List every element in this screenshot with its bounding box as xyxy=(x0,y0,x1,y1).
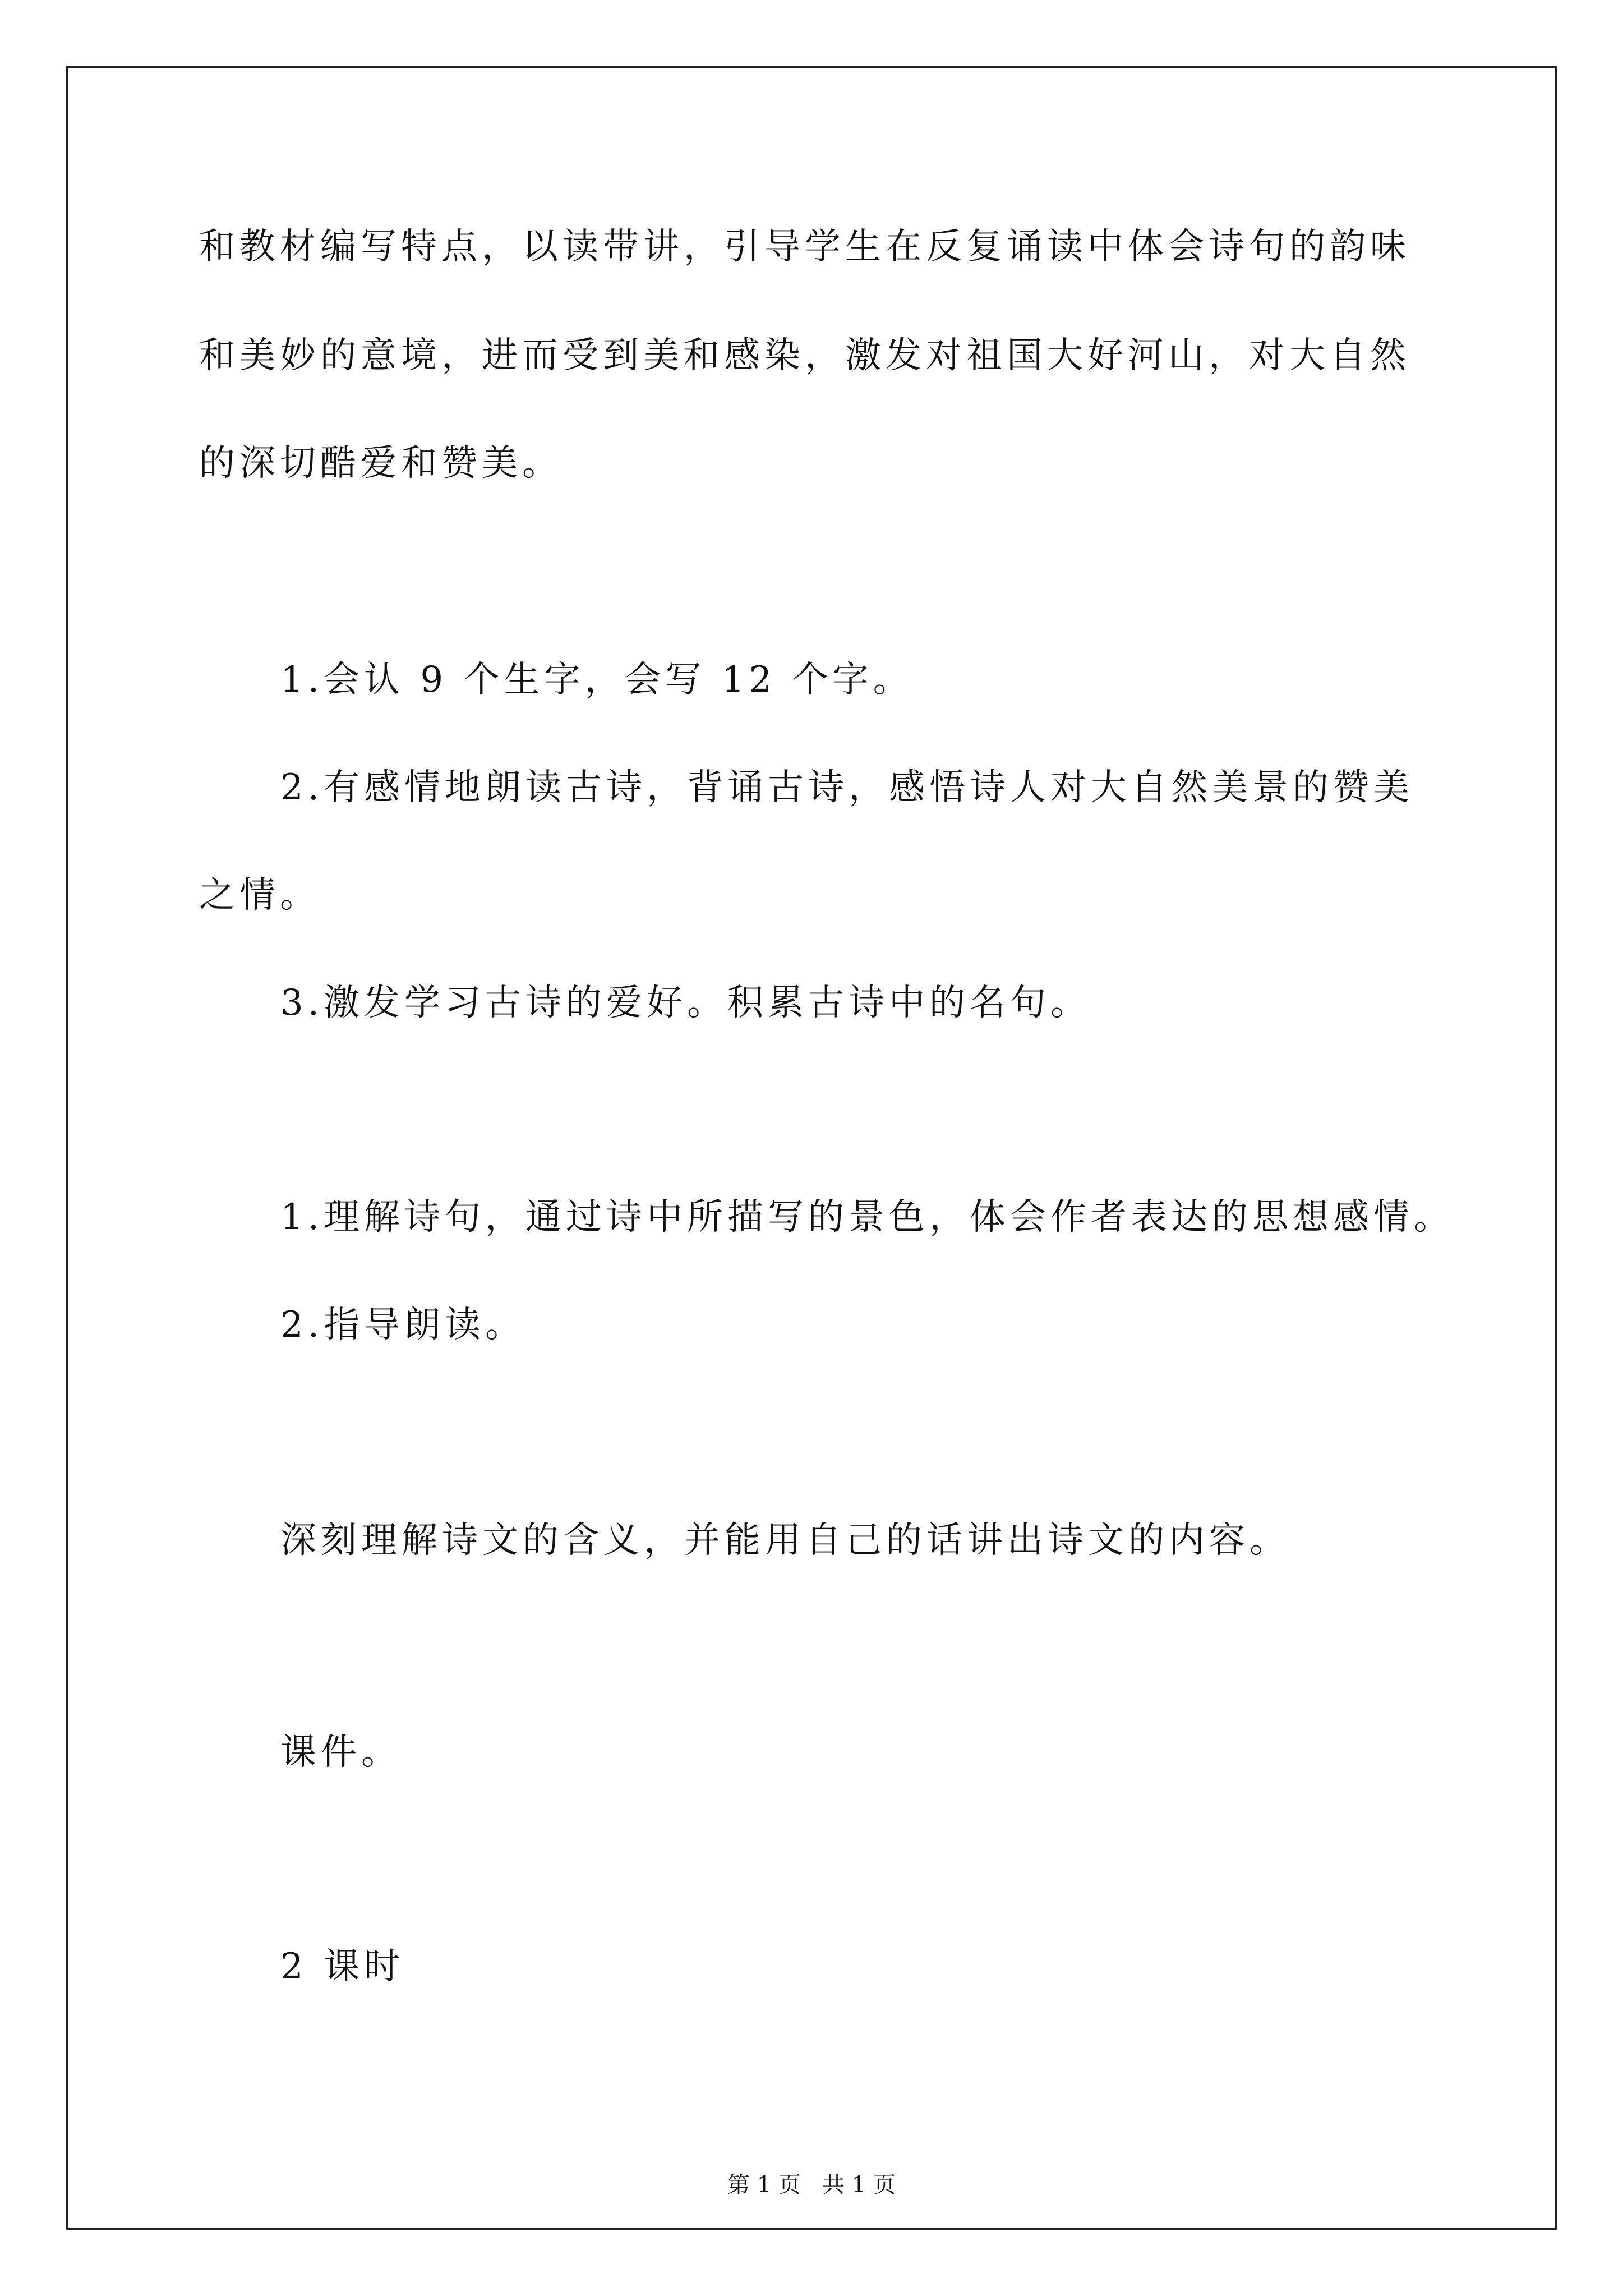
key-point-1: 1.理解诗句，通过诗中所描写的景色，体会作者表达的思想感情。 xyxy=(280,1197,1455,1238)
objective-2: 2.有感情地朗读古诗，背诵古诗，感悟诗人对大自然美景的赞美 xyxy=(280,767,1414,808)
duration: 2 课时 xyxy=(280,1946,405,1987)
body-line-2: 和美妙的意境，进而受到美和感染，激发对祖国大好河山，对大自然 xyxy=(199,335,1410,376)
body-line-3: 的深切酷爱和赞美。 xyxy=(199,443,562,484)
key-point-2: 2.指导朗读。 xyxy=(280,1304,526,1346)
objective-1: 1.会认 9 个生字，会写 12 个字。 xyxy=(280,659,914,701)
page-border xyxy=(66,66,1557,2230)
preparation: 课件。 xyxy=(280,1732,402,1773)
objective-2-cont: 之情。 xyxy=(199,875,320,916)
objective-3: 3.激发学习古诗的爱好。积累古诗中的名句。 xyxy=(280,982,1091,1024)
difficulty: 深刻理解诗文的含义，并能用自己的话讲出诗文的内容。 xyxy=(280,1520,1290,1561)
page-number: 第 1 页 共 1 页 xyxy=(727,2172,896,2198)
body-line-1: 和教材编写特点，以读带讲，引导学生在反复诵读中体会诗句的韵味 xyxy=(199,226,1410,268)
